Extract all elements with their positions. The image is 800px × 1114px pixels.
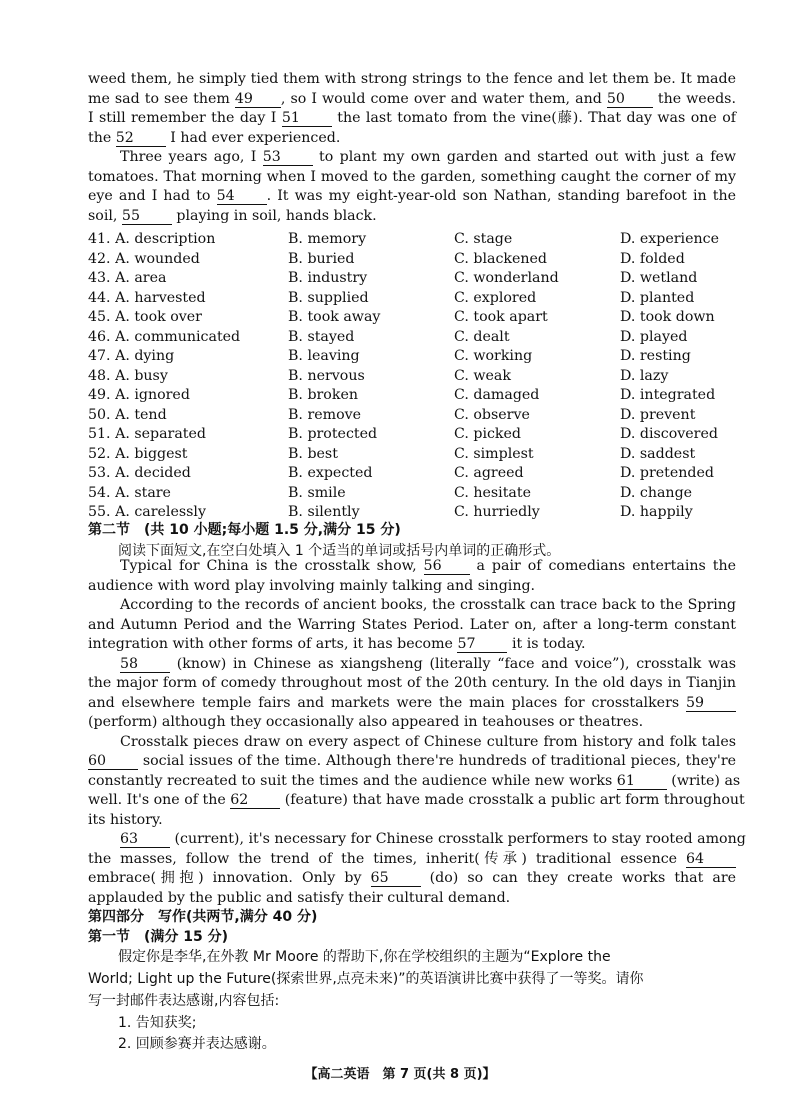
option-d: D. discovered: [620, 426, 718, 442]
option-d: D. resting: [620, 348, 691, 364]
text-line: 63 (current), it's necessary for Chinese crosstalk performers to stay rooted among: [120, 831, 746, 847]
part4-heading: 第四部分 写作(共两节,满分 40 分): [88, 909, 318, 925]
text-line: eye and I had to 54 . It was my eight-year-old son Nathan, standing barefoot in the: [88, 188, 736, 204]
blank-54: 54: [217, 189, 267, 205]
blank-59: 59: [686, 696, 736, 712]
option-d: D. wetland: [620, 270, 698, 286]
text-line: constantly recreated to suit the times and the audience while new works 61 (write) as: [88, 772, 741, 789]
options-table: [88, 230, 748, 523]
option-c: C. weak: [454, 367, 511, 384]
text-line: Crosstalk pieces draw on every aspect of Chinese culture from history and folk tales: [120, 733, 736, 750]
option-a: 49. A. ignored: [88, 387, 190, 403]
text-line: tomatoes. That morning when I moved to the garden, something caught the corner of my: [88, 168, 736, 185]
option-b: B. broken: [288, 387, 358, 403]
text-line: I still remember the day I 51 the last tomato from the vine(藤). That day was one of: [88, 110, 736, 126]
task-line: 假定你是李华,在外教 Mr Moore 的帮助下,你在学校组织的主题为“Explore the: [118, 949, 611, 965]
option-b: B. remove: [288, 406, 362, 423]
option-a: 51. A. separated: [88, 426, 206, 442]
option-a: 45. A. took over: [88, 309, 202, 325]
text-line: applauded by the public and satisfy their cultural demand.: [88, 889, 511, 906]
option-row: [88, 230, 748, 250]
option-d: D. happily: [620, 504, 693, 520]
text-line: me sad to see them 49 , so I would come over and water them, and 50 the weeds.: [88, 90, 736, 107]
option-d: D. change: [620, 484, 693, 501]
option-a: 44. A. harvested: [88, 289, 206, 306]
option-d: D. saddest: [620, 445, 696, 462]
option-a: 46. A. communicated: [88, 328, 241, 345]
text-line: embrace(拥抱) innovation. Only by 65 (do) so can they create works that are: [88, 870, 737, 886]
option-row: [88, 445, 748, 465]
text-line: well. It's one of the 62 (feature) that have made crosstalk a public art form throughout: [88, 792, 745, 808]
option-a: 50. A. tend: [88, 406, 167, 423]
text-line: (perform) although they occasionally also appeared in teahouses or theatres.: [88, 714, 644, 730]
blank-56: 56: [424, 559, 470, 575]
blank-49: 49: [235, 92, 281, 108]
option-a: 54. A. stare: [88, 484, 171, 501]
option-b: B. supplied: [288, 289, 369, 306]
option-b: B. buried: [288, 250, 355, 267]
text-line: the masses, follow the trend of the times, inherit(传承) traditional essence 64: [88, 850, 736, 870]
option-c: C. working: [454, 348, 533, 364]
option-a: 43. A. area: [88, 270, 167, 286]
text-line: its history.: [88, 811, 163, 828]
text-line: weed them, he simply tied them with strong strings to the fence and let them be. It made: [88, 71, 736, 87]
option-a: 42. A. wounded: [88, 250, 200, 267]
option-a: 52. A. biggest: [88, 445, 188, 462]
option-d: D. folded: [620, 250, 685, 267]
option-b: B. industry: [288, 270, 368, 286]
option-d: D. played: [620, 328, 688, 345]
option-b: B. best: [288, 445, 338, 462]
option-b: B. memory: [288, 231, 367, 247]
section-heading: 第二节 (共 10 小题;每小题 1.5 分,满分 15 分): [88, 522, 401, 538]
option-d: D. lazy: [620, 367, 669, 384]
option-c: C. dealt: [454, 328, 510, 345]
option-d: D. integrated: [620, 387, 716, 403]
option-d: D. experience: [620, 231, 719, 247]
task-item: 2. 回顾参赛并表达感谢。: [118, 1036, 276, 1052]
option-row: [88, 406, 748, 426]
text-line: 60 social issues of the time. Although there're hundreds of traditional pieces, they're: [88, 753, 736, 769]
blank-65: 65: [371, 871, 421, 887]
option-row: [88, 464, 748, 484]
option-a: 55. A. carelessly: [88, 504, 206, 520]
option-b: B. leaving: [288, 348, 360, 364]
task-line: 写一封邮件表达感谢,内容包括:: [88, 993, 280, 1009]
text-line: audience with word play involving mainly talking and singing.: [88, 577, 536, 594]
option-row: [88, 328, 748, 348]
blank-50: 50: [607, 92, 653, 108]
option-d: D. planted: [620, 289, 695, 306]
option-c: C. damaged: [454, 387, 540, 403]
option-a: 53. A. decided: [88, 465, 191, 481]
option-row: [88, 308, 748, 328]
blank-53: 53: [263, 150, 313, 166]
option-c: C. wonderland: [454, 270, 559, 286]
text-line: Typical for China is the crosstalk show, 56 a pair of comedians entertains the: [120, 558, 736, 574]
page-footer: 【高二英语 第 7 页(共 8 页)】: [304, 1067, 496, 1082]
passage-1: [88, 70, 736, 226]
option-row: [88, 250, 748, 270]
option-b: B. protected: [288, 426, 378, 442]
option-row: [88, 289, 748, 309]
blank-51: 51: [282, 111, 332, 127]
option-d: D. took down: [620, 309, 715, 325]
part4-subheading: 第一节 (满分 15 分): [88, 929, 229, 945]
text-line: 58 (know) in Chinese as xiangsheng (literally “face and voice”), crosstalk was: [120, 655, 736, 672]
option-a: 47. A. dying: [88, 348, 175, 364]
option-d: D. pretended: [620, 465, 714, 481]
option-b: B. stayed: [288, 328, 355, 345]
blank-60: 60: [88, 754, 138, 770]
blank-62: 62: [230, 793, 280, 809]
text-line: integration with other forms of arts, it has become 57 it is today.: [88, 636, 586, 652]
blank-52: 52: [116, 131, 166, 147]
blank-57: 57: [457, 637, 507, 653]
option-b: B. took away: [288, 309, 381, 325]
text-line: soil, 55 playing in soil, hands black.: [88, 207, 377, 224]
option-b: B. expected: [288, 465, 373, 481]
option-c: C. hesitate: [454, 484, 531, 501]
option-c: C. stage: [454, 231, 513, 247]
blank-61: 61: [617, 774, 667, 790]
option-b: B. silently: [288, 504, 360, 520]
text-line: and elsewhere temple fairs and markets were the main places for crosstalkers 59: [88, 694, 736, 714]
option-c: C. agreed: [454, 465, 524, 481]
text-line: the 52 I had ever experienced.: [88, 129, 341, 146]
option-a: 41. A. description: [88, 231, 216, 247]
option-row: [88, 425, 748, 445]
option-row: [88, 484, 748, 504]
option-c: C. simplest: [454, 445, 534, 462]
option-c: C. blackened: [454, 250, 548, 267]
task-item: 1. 告知获奖;: [118, 1015, 197, 1031]
task-line: World; Light up the Future(探索世界,点亮未来)”的英语演讲比赛中获得了一等奖。请你: [88, 971, 644, 987]
section-instruction: 阅读下面短文,在空白处填入 1 个适当的单词或括号内单词的正确形式。: [118, 543, 561, 559]
option-row: [88, 269, 748, 289]
option-c: C. observe: [454, 406, 530, 423]
text-line: the major form of comedy throughout most of the 20th century. In the old days in Tianjin: [88, 675, 736, 691]
option-a: 48. A. busy: [88, 367, 168, 384]
option-row: [88, 347, 748, 367]
text-line: Three years ago, I 53 to plant my own garden and started out with just a few: [120, 149, 737, 165]
text-line: According to the records of ancient books, the crosstalk can trace back to the Spring: [120, 597, 736, 613]
blank-55: 55: [122, 209, 172, 225]
blank-63: 63: [120, 832, 170, 848]
option-row: [88, 386, 748, 406]
option-c: C. explored: [454, 289, 537, 306]
blank-58: 58: [120, 657, 170, 673]
option-b: B. smile: [288, 484, 346, 501]
option-d: D. prevent: [620, 406, 696, 423]
option-c: C. took apart: [454, 309, 548, 325]
option-c: C. picked: [454, 426, 522, 442]
blank-64: 64: [686, 852, 736, 868]
text-line: and Autumn Period and the Warring States Period. Later on, after a long-term constant: [88, 616, 736, 633]
option-b: B. nervous: [288, 367, 365, 384]
passage-2: [88, 557, 746, 908]
option-c: C. hurriedly: [454, 504, 540, 520]
option-row: [88, 367, 748, 387]
